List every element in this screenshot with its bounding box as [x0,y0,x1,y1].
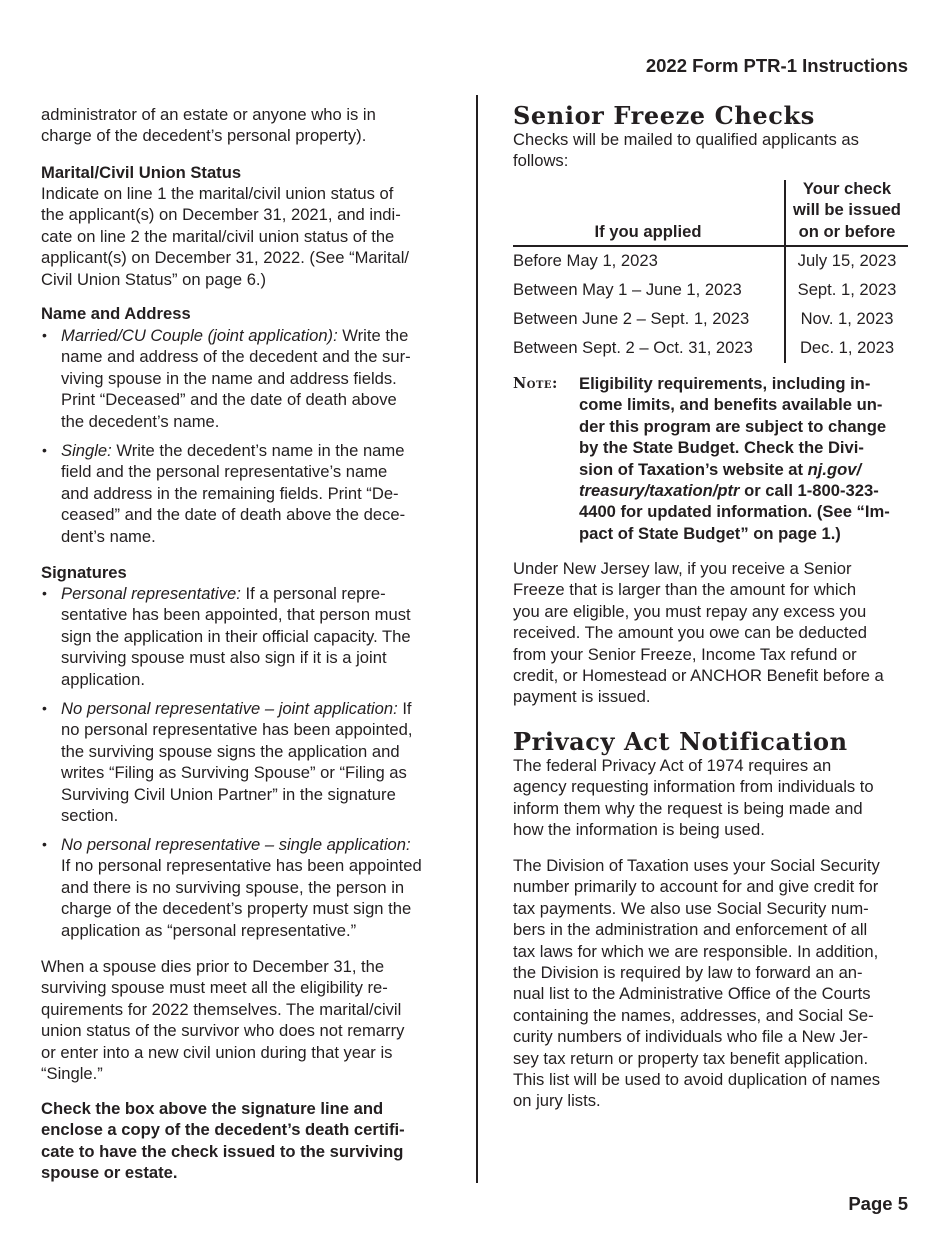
bullet-no-rep-single [61,834,422,941]
bullet-text: Write the decedent’s name in the name [111,441,405,460]
bullet-icon: • [42,700,47,716]
privacy-act-heading: Privacy Act Notification [513,727,848,756]
bullet-no-rep-joint [61,698,413,826]
bullet-text: If [397,699,412,718]
bullet-married-couple [61,325,411,432]
bullet-icon: • [42,836,47,852]
bullet-icon: • [42,585,47,601]
page-number: Page 5 [848,1193,908,1214]
bullet-label: No personal representative – single application: [61,835,411,854]
note-text-part: Eligibility requirements, including in- come limits, and benefits available un- der this program are subject to change by the State Budget. Check the Divi- sion of Taxation’s website at [579,374,887,479]
repay-paragraph: Under New Jersey law, if you receive a Senior Freeze that is larger than the amount for which you are eligible, you must repay any excess you received. The amount you owe can be deducted from your Senior Freeze, Income Tax refund or credit, or Homestead or ANCHOR Benefit before a payment is issued. [513,559,884,707]
bullet-label: Married/CU Couple (joint application): [61,326,338,345]
bullet-text: sentative has been appointed, that person must sign the application in their official capacity. The surviving spouse must also sign if it is a joint application. [61,605,411,689]
taxation-website-link[interactable]: nj.gov/ treasury/taxation/ptr [579,459,862,501]
marital-status-heading: Marital/Civil Union Status [41,163,242,182]
bullet-icon: • [42,327,47,343]
bullet-label: Personal representative: [61,584,241,603]
bullet-label: No personal representative – joint application: [61,699,398,718]
bullet-text: name and address of the decedent and the sur- viving spouse in the name and address fields. Print “Deceased” and the date of death above the decedent’s name. [61,347,411,431]
table-cell-applied: Before May 1, 2023 [513,251,658,270]
note-text-part: or call 1-800-323- 4400 for updated information. (See “Im- pact of State Budget” on page 1.) [579,481,890,543]
note-text [579,373,890,544]
table-header-applied: If you applied [594,222,702,241]
table-cell-issued: Dec. 1, 2023 [799,338,895,357]
privacy-paragraph-1: The federal Privacy Act of 1974 requires an agency requesting information from individuals to inform them why the request is being made and how the information is being used. [513,756,874,840]
bullet-text: Write the [337,326,409,345]
bullet-personal-rep [61,583,411,690]
intro-paragraph: administrator of an estate or anyone who is in charge of the decedent’s personal property). [41,105,376,146]
marital-status-paragraph: Indicate on line 1 the marital/civil union status of the applicant(s) on December 31, 2021, and indi- cate on line 2 the marital/civil union status of the applicant(s) on December 31, 2022. (See “Marital/ Civil Union Status” on page 6.) [41,184,410,289]
bullet-text: field and the personal representative’s name and address in the remaining fields. Print “De- ceased” and the date of death above the dece- dent’s name. [61,462,406,546]
bullet-text: no personal representative has been appointed, the surviving spouse signs the application and writes “Filing as Surviving Spouse” or “Filing as Surviving Civil Union Partner” in the signature section. [61,720,413,826]
table-cell-applied: Between May 1 – June 1, 2023 [513,280,742,299]
check-box-paragraph: Check the box above the signature line and enclose a copy of the decedent’s death certifi- cate to have the check issued to the surviving spouse or estate. [41,1099,405,1183]
note-label: Note: [513,375,558,392]
spouse-paragraph: When a spouse dies prior to December 31, the surviving spouse must meet all the eligibility re- quirements for 2022 themselves. The marital/civil union status of the survivor who does not remarry or enter into a new civil union during that year is “Single.” [41,957,405,1084]
table-cell-issued: Nov. 1, 2023 [800,309,894,328]
bullet-text: If no personal representative has been appointed and there is no surviving spouse, the person in charge of the decedent’s property must sign the application as “personal representative.” [61,856,422,940]
bullet-text: If a personal repre- [240,584,386,603]
senior-freeze-intro: Checks will be mailed to qualified applicants as follows: [513,130,859,171]
page-header-title: 2022 Form PTR-1 Instructions [645,55,908,76]
table-cell-issued: July 15, 2023 [797,251,897,270]
table-cell-applied: Between Sept. 2 – Oct. 31, 2023 [513,338,753,357]
bullet-icon: • [42,442,47,458]
name-address-heading: Name and Address [41,304,191,323]
privacy-paragraph-2: The Division of Taxation uses your Social Security number primarily to account for and give credit for tax payments. We also use Social Security num- bers in the administration and enforcement of all tax laws for which we are responsible. In addition, the Division is required by law to forward an an- nual list to the Administrative Office of the Courts containing the names, addresses, and Social Se- curity numbers of individuals who file a New Jer- sey tax return or property tax benefit application. This list will be used to avoid duplication of names on jury lists. [513,856,881,1111]
signatures-heading: Signatures [41,563,127,582]
table-cell-applied: Between June 2 – Sept. 1, 2023 [513,309,750,328]
table-cell-issued: Sept. 1, 2023 [797,280,897,299]
senior-freeze-heading: Senior Freeze Checks [513,101,815,130]
column-divider [476,95,478,1183]
table-header-rule [513,245,908,247]
bullet-single [61,440,405,547]
table-header-issued: Your check will be issued on or before [793,179,901,241]
bullet-label: Single: [61,441,112,460]
